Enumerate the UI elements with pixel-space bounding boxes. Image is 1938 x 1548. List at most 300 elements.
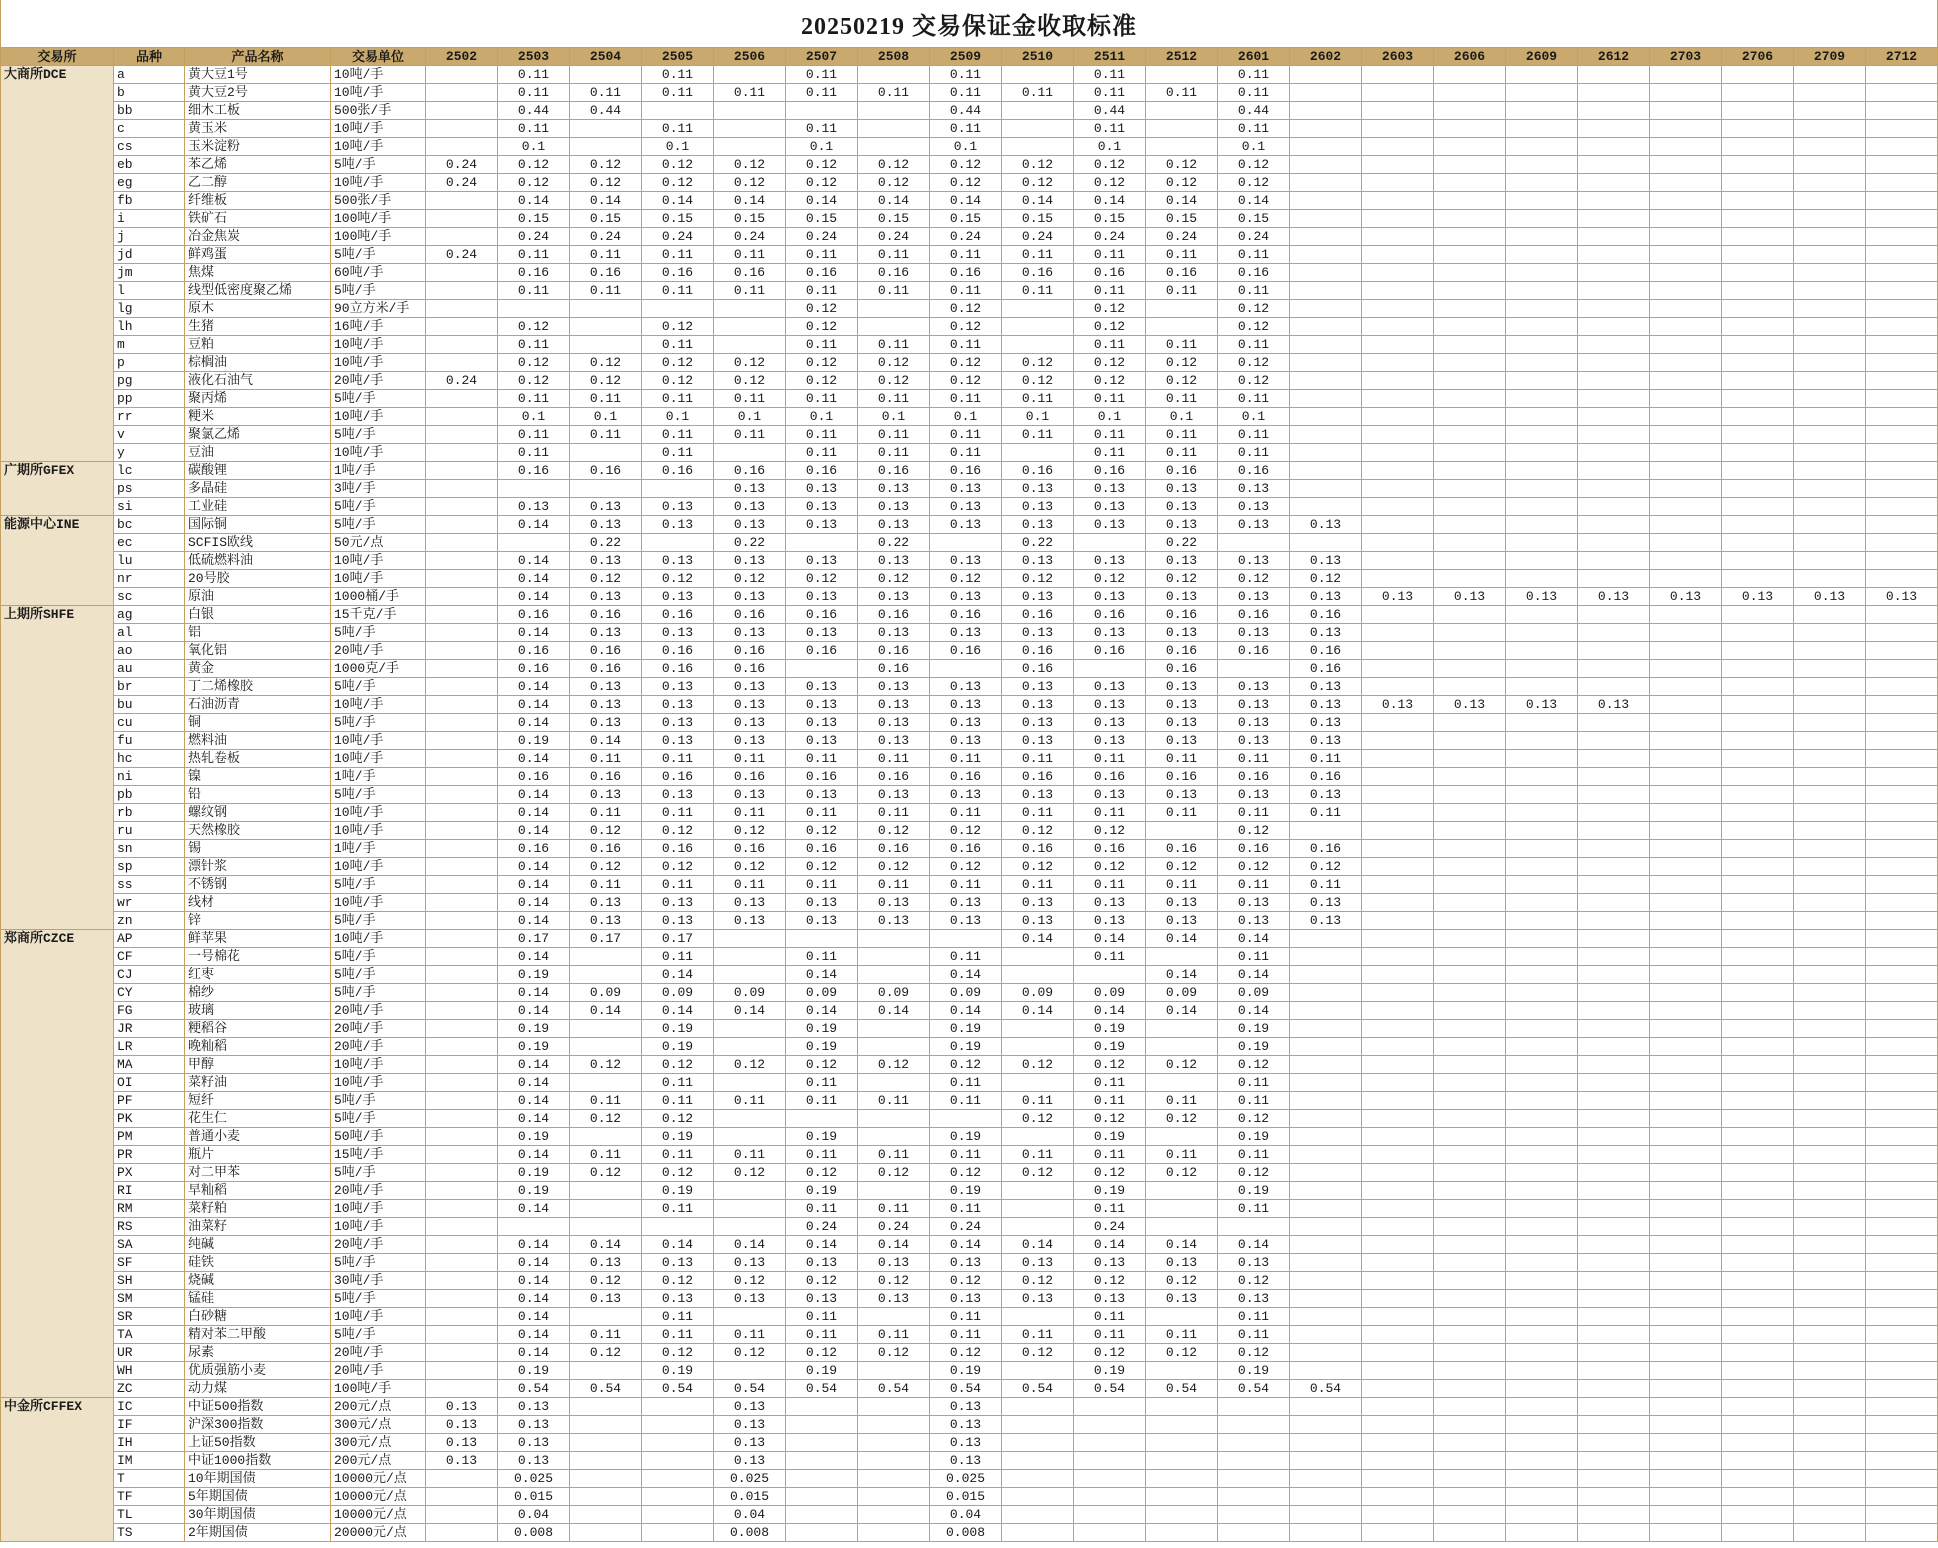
cell-margin-rate: [1434, 570, 1506, 588]
cell-trade-unit: 5吨/手: [331, 714, 426, 732]
cell-margin-rate: [426, 1164, 498, 1182]
cell-margin-rate: [1794, 246, 1866, 264]
cell-margin-rate: [1506, 318, 1578, 336]
cell-margin-rate: 0.13: [714, 1452, 786, 1470]
cell-margin-rate: 0.12: [1002, 1272, 1074, 1290]
cell-margin-rate: [1002, 948, 1074, 966]
cell-margin-rate: [1074, 1452, 1146, 1470]
cell-margin-rate: [1146, 1506, 1218, 1524]
cell-margin-rate: 0.13: [642, 516, 714, 534]
cell-margin-rate: [426, 462, 498, 480]
cell-margin-rate: 0.13: [426, 1416, 498, 1434]
cell-margin-rate: [1650, 624, 1722, 642]
cell-margin-rate: [1650, 480, 1722, 498]
cell-trade-unit: 10吨/手: [331, 354, 426, 372]
cell-margin-rate: 0.16: [498, 606, 570, 624]
cell-margin-rate: 0.11: [714, 804, 786, 822]
cell-margin-rate: [426, 1470, 498, 1488]
cell-margin-rate: [1506, 1488, 1578, 1506]
cell-margin-rate: [426, 1218, 498, 1236]
cell-margin-rate: [1866, 336, 1938, 354]
cell-margin-rate: [1722, 372, 1794, 390]
cell-margin-rate: 0.13: [714, 894, 786, 912]
cell-margin-rate: [570, 1074, 642, 1092]
cell-margin-rate: [1290, 1488, 1362, 1506]
cell-margin-rate: 0.16: [1002, 768, 1074, 786]
cell-margin-rate: [1578, 480, 1650, 498]
cell-margin-rate: [1290, 336, 1362, 354]
cell-margin-rate: [714, 930, 786, 948]
cell-margin-rate: [1650, 462, 1722, 480]
cell-margin-rate: [1794, 1218, 1866, 1236]
cell-margin-rate: 0.16: [930, 642, 1002, 660]
cell-margin-rate: [1722, 714, 1794, 732]
cell-margin-rate: [426, 894, 498, 912]
cell-margin-rate: 0.12: [714, 1344, 786, 1362]
cell-margin-rate: 0.54: [930, 1380, 1002, 1398]
cell-trade-unit: 16吨/手: [331, 318, 426, 336]
cell-margin-rate: 0.12: [858, 156, 930, 174]
cell-margin-rate: 0.12: [930, 1164, 1002, 1182]
cell-product-name: 粳稻谷: [185, 1020, 331, 1038]
cell-margin-rate: [1722, 1416, 1794, 1434]
cell-margin-rate: 0.19: [1074, 1038, 1146, 1056]
column-header: 2507: [786, 48, 858, 66]
cell-margin-rate: 0.12: [858, 858, 930, 876]
cell-margin-rate: 0.1: [498, 138, 570, 156]
cell-margin-rate: 0.44: [1074, 102, 1146, 120]
cell-margin-rate: 0.12: [858, 1272, 930, 1290]
cell-margin-rate: 0.13: [930, 552, 1002, 570]
cell-margin-rate: 0.015: [930, 1488, 1002, 1506]
cell-product-code: lu: [114, 552, 185, 570]
cell-margin-rate: [1866, 1344, 1938, 1362]
cell-margin-rate: 0.12: [1074, 156, 1146, 174]
cell-margin-rate: [1290, 1362, 1362, 1380]
cell-margin-rate: [1362, 264, 1434, 282]
cell-margin-rate: [1434, 1272, 1506, 1290]
cell-margin-rate: [1434, 660, 1506, 678]
cell-margin-rate: [1290, 210, 1362, 228]
cell-margin-rate: 0.54: [786, 1380, 858, 1398]
cell-margin-rate: [1506, 1002, 1578, 1020]
cell-trade-unit: 300元/点: [331, 1416, 426, 1434]
cell-margin-rate: 0.12: [1146, 174, 1218, 192]
cell-margin-rate: 0.13: [1650, 588, 1722, 606]
cell-margin-rate: 0.11: [858, 84, 930, 102]
cell-margin-rate: 0.16: [1074, 642, 1146, 660]
cell-margin-rate: [1146, 1038, 1218, 1056]
cell-margin-rate: 0.13: [858, 1254, 930, 1272]
cell-product-name: 普通小麦: [185, 1128, 331, 1146]
cell-margin-rate: [1506, 1524, 1578, 1542]
cell-margin-rate: 0.11: [642, 1308, 714, 1326]
cell-margin-rate: 0.1: [714, 408, 786, 426]
cell-margin-rate: 0.16: [786, 768, 858, 786]
cell-margin-rate: 0.12: [1074, 1164, 1146, 1182]
cell-product-name: 硅铁: [185, 1254, 331, 1272]
cell-margin-rate: 0.13: [714, 498, 786, 516]
cell-margin-rate: [1866, 678, 1938, 696]
cell-margin-rate: [426, 534, 498, 552]
cell-margin-rate: 0.24: [426, 372, 498, 390]
cell-margin-rate: [426, 282, 498, 300]
cell-margin-rate: [1362, 102, 1434, 120]
cell-product-code: PR: [114, 1146, 185, 1164]
cell-margin-rate: [1434, 822, 1506, 840]
cell-margin-rate: [1794, 138, 1866, 156]
cell-margin-rate: 0.11: [1218, 1092, 1290, 1110]
cell-margin-rate: [1650, 696, 1722, 714]
column-header: 2503: [498, 48, 570, 66]
cell-product-name: 烧碱: [185, 1272, 331, 1290]
cell-margin-rate: [1434, 1362, 1506, 1380]
cell-margin-rate: 0.11: [858, 282, 930, 300]
cell-margin-rate: [1650, 750, 1722, 768]
cell-margin-rate: 0.11: [930, 948, 1002, 966]
cell-margin-rate: [1362, 1524, 1434, 1542]
cell-margin-rate: [1578, 1128, 1650, 1146]
cell-margin-rate: 0.11: [858, 804, 930, 822]
cell-product-name: 鲜苹果: [185, 930, 331, 948]
cell-margin-rate: 0.13: [570, 1254, 642, 1272]
cell-margin-rate: [1362, 1092, 1434, 1110]
cell-margin-rate: [1794, 1416, 1866, 1434]
cell-margin-rate: 0.12: [1002, 1110, 1074, 1128]
cell-trade-unit: 10吨/手: [331, 750, 426, 768]
cell-margin-rate: [1866, 1362, 1938, 1380]
cell-margin-rate: 0.13: [1218, 624, 1290, 642]
cell-margin-rate: 0.24: [498, 228, 570, 246]
cell-trade-unit: 90立方米/手: [331, 300, 426, 318]
cell-margin-rate: 0.11: [1218, 1200, 1290, 1218]
cell-margin-rate: [1290, 120, 1362, 138]
cell-margin-rate: 0.13: [1146, 912, 1218, 930]
cell-margin-rate: [1722, 894, 1794, 912]
cell-margin-rate: [426, 1074, 498, 1092]
cell-margin-rate: 0.15: [714, 210, 786, 228]
cell-margin-rate: 0.14: [570, 1236, 642, 1254]
cell-margin-rate: [426, 1020, 498, 1038]
cell-margin-rate: [1074, 660, 1146, 678]
cell-margin-rate: [1434, 1506, 1506, 1524]
column-header: 2502: [426, 48, 498, 66]
cell-margin-rate: [426, 228, 498, 246]
cell-margin-rate: 0.11: [1218, 390, 1290, 408]
cell-margin-rate: [1290, 246, 1362, 264]
cell-margin-rate: [1362, 282, 1434, 300]
cell-margin-rate: 0.11: [642, 948, 714, 966]
cell-margin-rate: [1866, 858, 1938, 876]
cell-margin-rate: [1002, 1182, 1074, 1200]
cell-margin-rate: [1722, 192, 1794, 210]
cell-product-name: 一号棉花: [185, 948, 331, 966]
cell-margin-rate: [1578, 1452, 1650, 1470]
cell-margin-rate: [1722, 84, 1794, 102]
cell-margin-rate: [1434, 318, 1506, 336]
cell-margin-rate: 0.16: [1290, 768, 1362, 786]
cell-margin-rate: [1722, 1398, 1794, 1416]
cell-margin-rate: [1794, 174, 1866, 192]
cell-margin-rate: 0.12: [1218, 1164, 1290, 1182]
cell-product-code: MA: [114, 1056, 185, 1074]
cell-margin-rate: 0.13: [1002, 516, 1074, 534]
cell-margin-rate: [786, 930, 858, 948]
cell-margin-rate: 0.16: [642, 768, 714, 786]
cell-margin-rate: 0.1: [786, 138, 858, 156]
cell-margin-rate: 0.14: [1218, 1236, 1290, 1254]
cell-margin-rate: [642, 1470, 714, 1488]
cell-margin-rate: [1650, 660, 1722, 678]
cell-margin-rate: 0.12: [786, 1344, 858, 1362]
cell-margin-rate: [930, 930, 1002, 948]
cell-margin-rate: [570, 1488, 642, 1506]
cell-margin-rate: 0.11: [1218, 1074, 1290, 1092]
cell-margin-rate: [1722, 678, 1794, 696]
cell-margin-rate: [1722, 120, 1794, 138]
cell-margin-rate: 0.16: [1218, 606, 1290, 624]
cell-margin-rate: [1146, 1398, 1218, 1416]
cell-margin-rate: [1794, 696, 1866, 714]
cell-margin-rate: [1794, 462, 1866, 480]
cell-margin-rate: [714, 1038, 786, 1056]
cell-margin-rate: 0.19: [498, 1020, 570, 1038]
cell-product-code: rb: [114, 804, 185, 822]
cell-margin-rate: 0.13: [858, 516, 930, 534]
cell-margin-rate: 0.16: [642, 606, 714, 624]
cell-margin-rate: 0.12: [642, 858, 714, 876]
cell-margin-rate: 0.19: [498, 1164, 570, 1182]
cell-margin-rate: 0.12: [642, 174, 714, 192]
cell-margin-rate: [1650, 102, 1722, 120]
cell-margin-rate: [426, 966, 498, 984]
cell-margin-rate: 0.16: [570, 606, 642, 624]
cell-margin-rate: [1362, 462, 1434, 480]
cell-margin-rate: [1650, 1398, 1722, 1416]
cell-margin-rate: 0.11: [1002, 876, 1074, 894]
cell-margin-rate: [426, 948, 498, 966]
cell-margin-rate: 0.12: [1002, 174, 1074, 192]
cell-margin-rate: [1578, 1326, 1650, 1344]
cell-product-name: 动力煤: [185, 1380, 331, 1398]
cell-margin-rate: 0.13: [1074, 552, 1146, 570]
cell-margin-rate: [570, 1362, 642, 1380]
cell-margin-rate: 0.12: [1146, 1056, 1218, 1074]
cell-margin-rate: [1506, 552, 1578, 570]
cell-margin-rate: 0.11: [642, 336, 714, 354]
cell-margin-rate: [426, 1092, 498, 1110]
cell-margin-rate: 0.54: [642, 1380, 714, 1398]
cell-product-code: jd: [114, 246, 185, 264]
cell-margin-rate: [1506, 66, 1578, 84]
cell-margin-rate: [858, 930, 930, 948]
cell-margin-rate: [1866, 174, 1938, 192]
cell-margin-rate: [1578, 1164, 1650, 1182]
cell-product-code: pg: [114, 372, 185, 390]
cell-margin-rate: [858, 120, 930, 138]
cell-margin-rate: 0.13: [930, 516, 1002, 534]
cell-margin-rate: 0.13: [858, 912, 930, 930]
cell-margin-rate: [858, 1398, 930, 1416]
cell-margin-rate: [1434, 246, 1506, 264]
cell-margin-rate: [1506, 372, 1578, 390]
cell-margin-rate: [1722, 1470, 1794, 1488]
cell-product-name: 石油沥青: [185, 696, 331, 714]
cell-margin-rate: [1290, 1038, 1362, 1056]
cell-product-name: 30年期国债: [185, 1506, 331, 1524]
cell-margin-rate: 0.13: [858, 678, 930, 696]
cell-margin-rate: 0.14: [1146, 1236, 1218, 1254]
cell-trade-unit: 10吨/手: [331, 858, 426, 876]
cell-margin-rate: [1650, 1524, 1722, 1542]
cell-margin-rate: [786, 1524, 858, 1542]
cell-margin-rate: 0.14: [1146, 930, 1218, 948]
cell-margin-rate: 0.11: [930, 1308, 1002, 1326]
cell-trade-unit: 300元/点: [331, 1434, 426, 1452]
cell-margin-rate: [1434, 1254, 1506, 1272]
cell-product-name: 中证500指数: [185, 1398, 331, 1416]
cell-margin-rate: 0.13: [1146, 588, 1218, 606]
cell-margin-rate: 0.13: [642, 912, 714, 930]
cell-margin-rate: 0.14: [498, 588, 570, 606]
cell-margin-rate: [1578, 1398, 1650, 1416]
cell-margin-rate: 0.19: [1218, 1182, 1290, 1200]
cell-margin-rate: [1578, 1362, 1650, 1380]
cell-margin-rate: 0.13: [570, 516, 642, 534]
cell-margin-rate: 0.13: [858, 552, 930, 570]
cell-margin-rate: 0.13: [714, 1254, 786, 1272]
cell-margin-rate: [1866, 1290, 1938, 1308]
cell-margin-rate: [1434, 786, 1506, 804]
cell-margin-rate: [1506, 768, 1578, 786]
cell-product-code: IM: [114, 1452, 185, 1470]
cell-margin-rate: 0.13: [1146, 696, 1218, 714]
cell-margin-rate: [1434, 210, 1506, 228]
cell-product-name: 5年期国债: [185, 1488, 331, 1506]
cell-margin-rate: [714, 1074, 786, 1092]
cell-margin-rate: [1434, 1452, 1506, 1470]
cell-margin-rate: 0.16: [714, 462, 786, 480]
cell-margin-rate: [1434, 894, 1506, 912]
cell-margin-rate: [1362, 1128, 1434, 1146]
cell-margin-rate: [1866, 912, 1938, 930]
cell-margin-rate: 0.11: [786, 750, 858, 768]
cell-margin-rate: [1650, 1344, 1722, 1362]
cell-margin-rate: [1866, 372, 1938, 390]
cell-margin-rate: 0.24: [642, 228, 714, 246]
cell-margin-rate: 0.11: [1218, 66, 1290, 84]
cell-margin-rate: [1794, 1308, 1866, 1326]
cell-margin-rate: [1578, 912, 1650, 930]
cell-margin-rate: [858, 318, 930, 336]
cell-margin-rate: [1722, 876, 1794, 894]
cell-margin-rate: [1794, 570, 1866, 588]
cell-margin-rate: 0.13: [858, 624, 930, 642]
cell-margin-rate: 0.11: [930, 750, 1002, 768]
cell-margin-rate: [1290, 1200, 1362, 1218]
cell-margin-rate: 0.16: [930, 768, 1002, 786]
cell-margin-rate: [714, 336, 786, 354]
cell-trade-unit: 500张/手: [331, 192, 426, 210]
cell-margin-rate: [570, 948, 642, 966]
cell-margin-rate: [1434, 1524, 1506, 1542]
cell-margin-rate: 0.12: [1146, 156, 1218, 174]
cell-margin-rate: [1650, 534, 1722, 552]
cell-margin-rate: 0.12: [1218, 1056, 1290, 1074]
cell-margin-rate: 0.13: [1218, 498, 1290, 516]
cell-margin-rate: 0.12: [570, 354, 642, 372]
cell-trade-unit: 20吨/手: [331, 1344, 426, 1362]
cell-margin-rate: [1506, 138, 1578, 156]
cell-margin-rate: [1794, 1506, 1866, 1524]
cell-margin-rate: [1362, 786, 1434, 804]
cell-margin-rate: 0.12: [714, 354, 786, 372]
cell-product-code: IH: [114, 1434, 185, 1452]
cell-margin-rate: [1866, 498, 1938, 516]
cell-margin-rate: [1506, 876, 1578, 894]
cell-trade-unit: 5吨/手: [331, 282, 426, 300]
cell-margin-rate: [1650, 282, 1722, 300]
cell-margin-rate: [1506, 1272, 1578, 1290]
cell-margin-rate: [1866, 1236, 1938, 1254]
cell-margin-rate: 0.12: [786, 1164, 858, 1182]
cell-margin-rate: 0.16: [1218, 462, 1290, 480]
cell-margin-rate: [1722, 156, 1794, 174]
cell-margin-rate: 0.12: [1146, 1164, 1218, 1182]
cell-margin-rate: 0.13: [1218, 786, 1290, 804]
cell-margin-rate: [1434, 1344, 1506, 1362]
cell-margin-rate: [1434, 426, 1506, 444]
cell-margin-rate: [1722, 1344, 1794, 1362]
cell-margin-rate: [1506, 426, 1578, 444]
cell-margin-rate: [1578, 930, 1650, 948]
cell-margin-rate: [1002, 1434, 1074, 1452]
cell-margin-rate: 0.11: [1074, 876, 1146, 894]
cell-margin-rate: [1866, 318, 1938, 336]
cell-margin-rate: [1434, 336, 1506, 354]
cell-margin-rate: [1146, 1020, 1218, 1038]
cell-margin-rate: 0.19: [930, 1038, 1002, 1056]
cell-margin-rate: 0.13: [1002, 1290, 1074, 1308]
cell-margin-rate: 0.14: [498, 1146, 570, 1164]
cell-margin-rate: 0.13: [1290, 912, 1362, 930]
cell-margin-rate: 0.11: [1146, 84, 1218, 102]
cell-product-name: 粳米: [185, 408, 331, 426]
cell-margin-rate: [1290, 1128, 1362, 1146]
cell-margin-rate: [1146, 1470, 1218, 1488]
cell-margin-rate: [1866, 822, 1938, 840]
cell-margin-rate: 0.12: [786, 822, 858, 840]
cell-margin-rate: [570, 1128, 642, 1146]
cell-product-code: CY: [114, 984, 185, 1002]
cell-margin-rate: [1578, 264, 1650, 282]
cell-margin-rate: [1434, 444, 1506, 462]
cell-trade-unit: 10吨/手: [331, 552, 426, 570]
cell-margin-rate: [570, 966, 642, 984]
cell-trade-unit: 10吨/手: [331, 1308, 426, 1326]
cell-margin-rate: [1794, 948, 1866, 966]
cell-margin-rate: [858, 1506, 930, 1524]
cell-margin-rate: [1506, 1434, 1578, 1452]
cell-margin-rate: 0.11: [1218, 444, 1290, 462]
cell-margin-rate: [1722, 534, 1794, 552]
cell-margin-rate: [1866, 1452, 1938, 1470]
cell-margin-rate: [1794, 876, 1866, 894]
cell-margin-rate: [1506, 948, 1578, 966]
cell-margin-rate: [1722, 1092, 1794, 1110]
cell-margin-rate: 0.11: [786, 876, 858, 894]
cell-margin-rate: [426, 1308, 498, 1326]
